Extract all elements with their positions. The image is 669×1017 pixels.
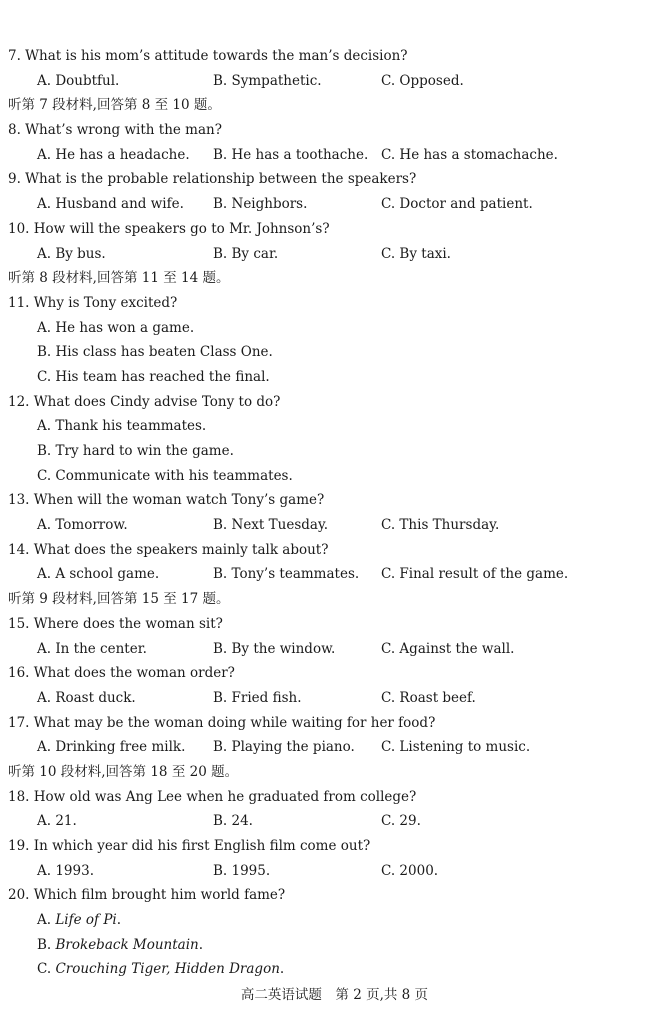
section-instruction: 听第 8 段材料,回答第 11 至 14 题。 [8,270,230,287]
option-b: B. Try hard to win the game. [37,443,234,459]
option-a: A. In the center. [37,640,147,657]
option-a: A. Husband and wife. [37,196,184,213]
option-c: C. Communicate with his teammates. [37,467,293,484]
question-stem: 12. What does Cindy advise Tony to do? [8,393,281,410]
question-block [0,488,669,537]
option-a: A. Doubtful. [37,72,120,89]
option-c: C. Against the wall. [381,640,515,657]
option-b: B. By the window. [213,640,336,657]
options-row [0,513,669,538]
option-c: C. He has a stomachache. [381,146,558,163]
question-20 [0,883,669,982]
question-stem: 13. When will the woman watch Tony’s game? [8,492,325,509]
option-c: C. This Thursday. [381,517,500,534]
section-instruction: 听第 9 段材料,回答第 15 至 17 题。 [8,591,230,608]
question-block [0,785,669,834]
option-c: C. 2000. [381,862,439,879]
option-c: C. By taxi. [381,245,451,262]
option-c: C. Final result of the game. [381,566,569,583]
options-row [0,242,669,267]
option-c: C. Doctor and patient. [381,196,533,213]
option-a: A. Drinking free milk. [37,739,186,756]
options-row [0,735,669,760]
options-row [0,143,669,168]
question-stem: 20. Which film brought him world fame? [8,887,286,904]
option-c: C. Listening to music. [381,739,531,756]
question-block [0,217,669,266]
option-b: B. Tony’s teammates. [213,566,360,583]
option-c: C. His team has reached the final. [37,368,270,385]
option-a: A. Life of Pi. [37,912,122,929]
section-instruction: 听第 7 段材料,回答第 8 至 10 题。 [8,97,221,114]
option-b: B. He has a toothache. [213,146,369,163]
option-b: B. Sympathetic. [213,72,322,89]
question-block [0,834,669,883]
question-block [0,661,669,710]
option-b: B. By car. [213,245,279,262]
option-a: A. Thank his teammates. [37,418,207,435]
question-stem: 18. How old was Ang Lee when he graduated from college? [8,788,417,805]
question-stem: 11. Why is Tony excited? [8,294,178,311]
option-a: A. Roast duck. [37,689,136,706]
options-row [0,686,669,711]
option-a: A. He has a headache. [37,146,190,163]
option-b: B. Next Tuesday. [213,517,329,534]
section-instruction: 听第 10 段材料,回答第 18 至 20 题。 [8,763,239,780]
question-block [0,711,669,760]
option-a: A. A school game. [37,566,160,583]
film-title: Crouching Tiger, Hidden Dragon [55,961,280,978]
question-block [0,167,669,216]
option-a: A. 21. [37,813,77,830]
page-footer: 高二英语试题 第 2 页,共 8 页 [240,987,429,1003]
option-c: C. 29. [381,813,421,830]
question-stem: 19. In which year did his first English film come out? [8,838,371,854]
option-c: C. Crouching Tiger, Hidden Dragon. [37,961,285,978]
options-row [0,192,669,217]
question-stem: 17. What may be the woman doing while waiting for her food? [8,714,436,731]
question-block [0,291,669,390]
options-row [0,809,669,834]
question-stem: 15. Where does the woman sit? [8,615,223,632]
options-row [0,562,669,587]
option-a: A. Tomorrow. [37,517,128,534]
option-b: B. Fried fish. [213,689,302,706]
option-b: B. His class has beaten Class One. [37,344,273,361]
question-stem: 14. What does the speakers mainly talk about? [8,541,329,558]
option-b: B. Brokeback Mountain. [37,936,204,953]
question-stem: 9. What is the probable relationship between the speakers? [8,171,417,188]
options-row [0,69,669,94]
question-block [0,538,669,587]
options-row [0,859,669,884]
question-stem: 8. What’s wrong with the man? [8,122,222,139]
question-block [0,612,669,661]
film-title: Brokeback Mountain [55,936,199,953]
option-a: A. He has won a game. [37,319,195,336]
question-stem: 10. How will the speakers go to Mr. Johnson’s? [8,220,330,237]
question-block [0,118,669,167]
option-b: B. 24. [213,813,253,830]
option-a: A. 1993. [37,862,94,879]
option-c: C. Roast beef. [381,689,476,706]
option-b: B. Playing the piano. [213,739,355,756]
option-a: A. By bus. [37,245,106,262]
question-list [0,44,669,883]
film-title: Life of Pi [55,912,117,929]
question-block [0,44,669,93]
option-b: B. Neighbors. [213,196,308,213]
question-block [0,390,669,489]
option-c: C. Opposed. [381,72,464,89]
question-stem: 7. What is his mom’s attitude towards the man’s decision? [8,48,408,64]
question-stem: 16. What does the woman order? [8,665,235,682]
options-row [0,637,669,662]
option-b: B. 1995. [213,862,271,879]
